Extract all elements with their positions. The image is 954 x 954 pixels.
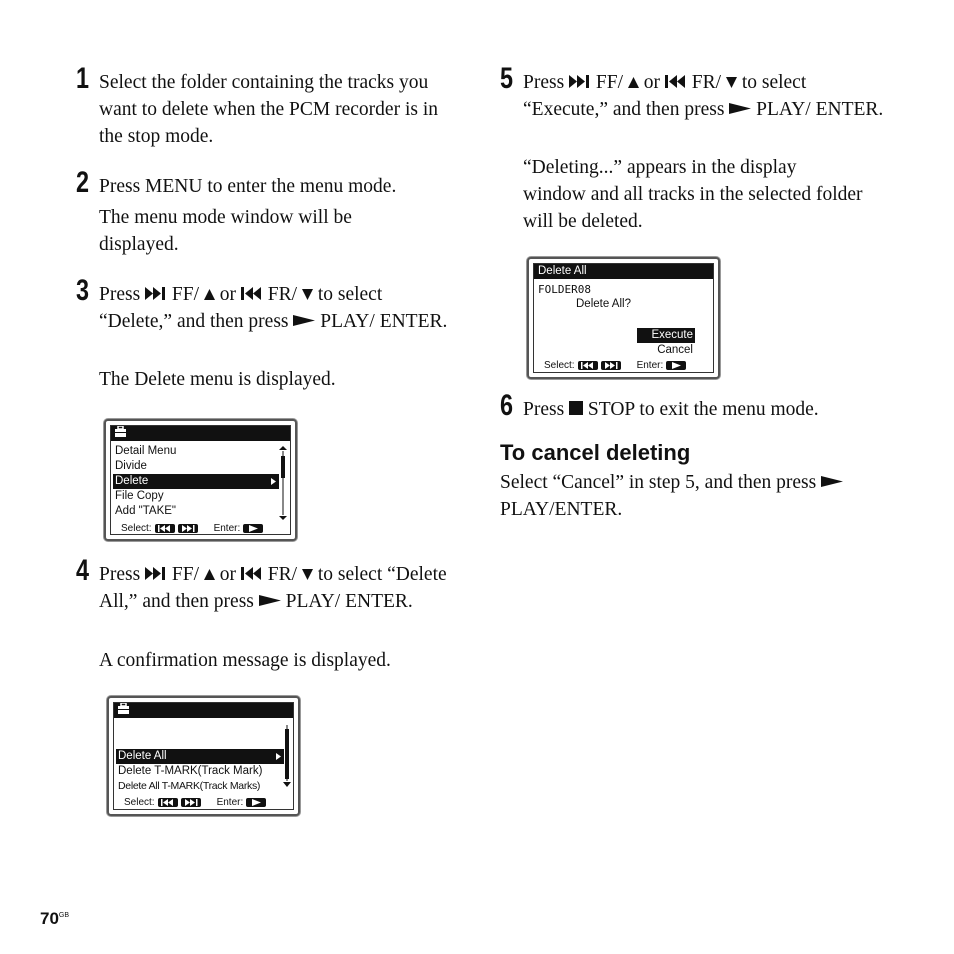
step-3-item: “Delete,” and then press [99, 311, 289, 332]
next-button-icon [601, 361, 621, 370]
step-5-ff: FF/ [595, 72, 624, 93]
menu-item-delete-all [116, 749, 284, 764]
play-icon [293, 314, 315, 327]
prev-track-icon [241, 567, 263, 580]
prev-button-icon [158, 798, 178, 807]
cancel-option: Cancel [657, 344, 693, 356]
menu-item-delete-tmark: Delete T-MARK(Track Mark) [118, 765, 263, 777]
menu-item-divide: Divide [115, 460, 147, 472]
page-number-value: 70 [40, 909, 59, 928]
prev-track-icon [241, 287, 263, 300]
delete-menu-footer [124, 797, 266, 808]
play-button-icon [666, 361, 686, 370]
select-label: Select: [121, 523, 152, 534]
step-6-press: Press [523, 399, 565, 420]
cancel-text-b: PLAY/ENTER. [500, 499, 623, 520]
step-2-text: Press MENU to enter the menu mode. [99, 176, 397, 197]
next-button-icon [181, 798, 201, 807]
menu-item-detail-menu: Detail Menu [115, 445, 177, 457]
down-triangle-icon [302, 289, 313, 300]
toolbox-icon [118, 703, 129, 714]
step-4-fr: FR/ [267, 564, 298, 585]
play-button-icon [246, 798, 266, 807]
up-triangle-icon [204, 289, 215, 300]
step-3-ff: FF/ [171, 284, 200, 305]
select-label: Select: [544, 360, 575, 371]
down-triangle-icon [302, 569, 313, 580]
next-button-icon [178, 524, 198, 533]
up-triangle-icon [628, 77, 639, 88]
step-4-ff: FF/ [171, 564, 200, 585]
step-5-enter: ENTER. [815, 99, 884, 120]
next-track-icon [145, 287, 167, 300]
next-track-icon [145, 567, 167, 580]
toolbox-icon [115, 426, 126, 437]
step-5-press: Press [523, 72, 565, 93]
cancel-text [500, 469, 870, 523]
confirm-screen [527, 257, 720, 379]
menu-item-delete-all-tmark: Delete All T-MARK(Track Marks) [118, 780, 261, 792]
step-5-number: 5 [500, 62, 514, 95]
cancel-text-a: Select “Cancel” in step 5, and then press [500, 472, 817, 493]
play-icon [259, 594, 281, 607]
scrollbar [279, 446, 287, 520]
up-triangle-icon [204, 569, 215, 580]
step-5-fr: FR/ [691, 72, 722, 93]
prev-button-icon [578, 361, 598, 370]
step-5-or: or [643, 72, 661, 93]
step-4-or: or [219, 564, 237, 585]
menu-item-file-copy: File Copy [115, 490, 164, 502]
play-icon [729, 102, 751, 115]
step-2-number: 2 [76, 166, 90, 199]
step-3-number: 3 [76, 274, 90, 307]
step-6-number: 6 [500, 389, 514, 422]
stop-icon [569, 401, 583, 415]
step-3-fr: FR/ [267, 284, 298, 305]
menu-item-delete-label: Delete [115, 475, 149, 487]
step-5-to-select: to select [741, 72, 807, 93]
confirm-screen-title: Delete All [534, 264, 713, 279]
step-6-stop: STOP to exit the menu mode. [587, 399, 819, 420]
play-icon [821, 475, 843, 488]
down-triangle-icon [726, 77, 737, 88]
delete-menu-header [114, 703, 293, 718]
step-5-text [523, 69, 888, 123]
menu-item-delete [113, 474, 279, 489]
step-1-text: Select the folder containing the tracks you want to delete when the PCM recorder is in the stop mode. [99, 72, 438, 147]
menu-screen [104, 419, 297, 541]
next-track-icon [569, 75, 591, 88]
confirm-screen-footer [544, 360, 686, 371]
step-5-play: PLAY/ [756, 99, 811, 120]
enter-label: Enter: [636, 360, 664, 371]
step-4-note: A confirmation message is displayed. [99, 650, 391, 671]
cancel-heading: To cancel deleting [500, 440, 691, 465]
step-5-note: “Deleting...” appears in the display window and all tracks in the selected folder will be deleted. [523, 157, 863, 232]
step-6-text [523, 396, 883, 423]
step-1-number: 1 [76, 62, 90, 95]
step-4-text [99, 561, 459, 615]
step-4-enter: ENTER. [345, 591, 413, 612]
right-arrow-icon [271, 478, 276, 485]
folder-name: FOLDER08 [538, 283, 591, 296]
prev-button-icon [155, 524, 175, 533]
menu-screen-footer [121, 523, 263, 534]
scrollbar [283, 725, 291, 787]
enter-label: Enter: [213, 523, 241, 534]
step-4-item: “Delete All,” and then press [99, 564, 447, 612]
menu-item-delete-all-label: Delete All [118, 750, 167, 762]
step-3-to-select: to select [317, 284, 383, 305]
right-arrow-icon [276, 753, 281, 760]
step-3-note: The Delete menu is displayed. [99, 369, 336, 390]
step-2-note: The menu mode window will be displayed. [99, 207, 352, 255]
confirm-question: Delete All? [576, 298, 631, 310]
menu-item-add-take: Add "TAKE" [115, 505, 177, 517]
step-3-enter: ENTER. [379, 311, 448, 332]
menu-screen-header [111, 426, 290, 441]
step-3-play: PLAY/ [320, 311, 375, 332]
step-4-number: 4 [76, 554, 90, 587]
execute-option: Execute [637, 328, 695, 343]
enter-label: Enter: [216, 797, 244, 808]
step-3-press: Press [99, 284, 141, 305]
step-4-press: Press [99, 564, 141, 585]
page-number [40, 909, 69, 929]
delete-menu-screen [107, 696, 300, 816]
step-3-or: or [219, 284, 237, 305]
step-4-play: PLAY/ [285, 591, 341, 612]
step-4-to-select: to select [317, 564, 383, 585]
play-button-icon [243, 524, 263, 533]
step-5-item: “Execute,” and then press [523, 99, 725, 120]
prev-track-icon [665, 75, 687, 88]
select-label: Select: [124, 797, 155, 808]
page-region-code: GB [58, 912, 70, 919]
step-3-text [99, 281, 459, 335]
